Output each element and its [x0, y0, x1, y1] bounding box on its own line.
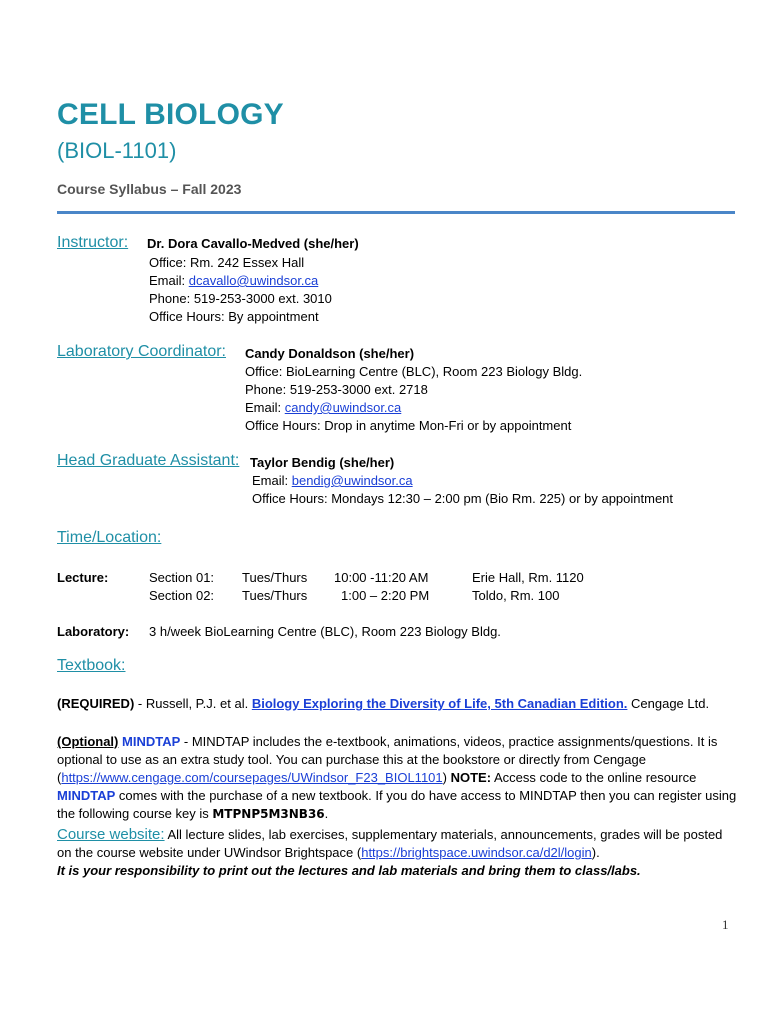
- head-ga-hours: Office Hours: Mondays 12:30 – 2:00 pm (Bio Rm. 225) or by appointment: [252, 491, 674, 506]
- syllabus-subtitle: Course Syllabus – Fall 2023: [57, 181, 242, 197]
- lab-coordinator-hours: Office Hours: Drop in anytime Mon-Fri or by appointment: [245, 418, 572, 433]
- lab-coordinator-name: Candy Donaldson (she/her): [245, 346, 415, 361]
- course-key: MTPNP5M3NB36: [212, 807, 325, 821]
- textbook-heading: Textbook:: [57, 657, 126, 674]
- section-1-name: Section 01:: [149, 570, 215, 585]
- head-ga-email-label: Email:: [252, 473, 292, 488]
- website-heading: Course website:: [57, 826, 165, 843]
- publisher: Cengage Ltd.: [627, 696, 710, 711]
- instructor-email-label: Email:: [149, 273, 189, 288]
- instructor-phone: Phone: 519-253-3000 ext. 3010: [149, 291, 332, 306]
- instructor-email-line: [149, 273, 318, 288]
- instructor-email-link[interactable]: dcavallo@uwindsor.ca: [188, 273, 319, 288]
- mindtap-label: MINDTAP: [122, 734, 181, 749]
- optional-text-3: Access code to the online resource: [491, 770, 697, 785]
- section-2-name: Section 02:: [149, 588, 215, 603]
- optional-text-4: comes with the purchase of a new textbook. If you do have access to MINDTAP then you can register using the following course key is: [57, 788, 737, 821]
- lab-coordinator-email-label: Email:: [245, 400, 285, 415]
- website-paragraph: [57, 826, 737, 880]
- optional-paragraph: [57, 733, 737, 823]
- section-1-days: Tues/Thurs: [242, 570, 308, 585]
- required-author: - Russell, P.J. et al.: [134, 696, 252, 711]
- lab-coordinator-email-line: [245, 400, 401, 415]
- optional-text-2: ): [442, 770, 451, 785]
- head-ga-email-link[interactable]: bendig@uwindsor.ca: [291, 473, 413, 488]
- lab-coordinator-phone: Phone: 519-253-3000 ext. 2718: [245, 382, 428, 397]
- course-code: (BIOL-1101): [57, 138, 177, 163]
- required-textbook: [57, 696, 709, 711]
- website-text-2: ).: [591, 845, 600, 860]
- page-title: CELL BIOLOGY: [57, 98, 284, 131]
- lecture-label: Lecture:: [57, 570, 109, 585]
- optional-text-1: - MINDTAP includes the e-textbook, animations, videos, practice assignments/questions. It is optional to use as an extra study tool. You can purchase this at the bookstore or directly from Cengage (: [57, 734, 718, 785]
- instructor-hours: Office Hours: By appointment: [149, 309, 319, 324]
- head-ga-heading: Head Graduate Assistant:: [57, 452, 240, 469]
- mindtap-label-2: MINDTAP: [57, 788, 116, 803]
- section-1-time: 10:00 -11:20 AM: [334, 570, 429, 585]
- lab-label: Laboratory:: [57, 624, 130, 639]
- brightspace-link[interactable]: https://brightspace.uwindsor.ca/d2l/login: [361, 845, 592, 860]
- page-number: 1: [722, 917, 729, 932]
- section-1-room: Erie Hall, Rm. 1120: [472, 570, 584, 585]
- section-2-room: Toldo, Rm. 100: [472, 588, 560, 603]
- lab-text: 3 h/week BioLearning Centre (BLC), Room 223 Biology Bldg.: [149, 624, 501, 639]
- textbook-title-link[interactable]: Biology Exploring the Diversity of Life, 5th Canadian Edition.: [251, 696, 628, 711]
- responsibility-note: It is your responsibility to print out the lectures and lab materials and bring them to class/labs.: [57, 863, 641, 878]
- section-2-time: 1:00 – 2:20 PM: [341, 588, 430, 603]
- section-2-days: Tues/Thurs: [242, 588, 308, 603]
- instructor-office: Office: Rm. 242 Essex Hall: [149, 255, 305, 270]
- optional-label: (Optional): [57, 734, 119, 749]
- head-ga-email-line: [252, 473, 413, 488]
- lab-coordinator-email-link[interactable]: candy@uwindsor.ca: [284, 400, 402, 415]
- time-location-heading: Time/Location:: [57, 529, 162, 546]
- header-divider: [57, 211, 735, 214]
- head-ga-name: Taylor Bendig (she/her): [250, 455, 395, 470]
- instructor-name: Dr. Dora Cavallo-Medved (she/her): [147, 236, 359, 251]
- note-label: NOTE:: [450, 770, 492, 785]
- lab-coordinator-office: Office: BioLearning Centre (BLC), Room 223 Biology Bldg.: [245, 364, 583, 379]
- cengage-link[interactable]: https://www.cengage.com/coursepages/UWindsor_F23_BIOL1101: [61, 770, 443, 785]
- instructor-heading: Instructor:: [57, 234, 129, 251]
- period: .: [324, 806, 329, 821]
- lab-coordinator-heading: Laboratory Coordinator:: [57, 343, 226, 360]
- website-text-1: All lecture slides, lab exercises, supplementary materials, announcements, grades will be posted on the course website under UWindsor Brightspace (: [57, 827, 723, 860]
- required-label: (REQUIRED): [57, 696, 135, 711]
